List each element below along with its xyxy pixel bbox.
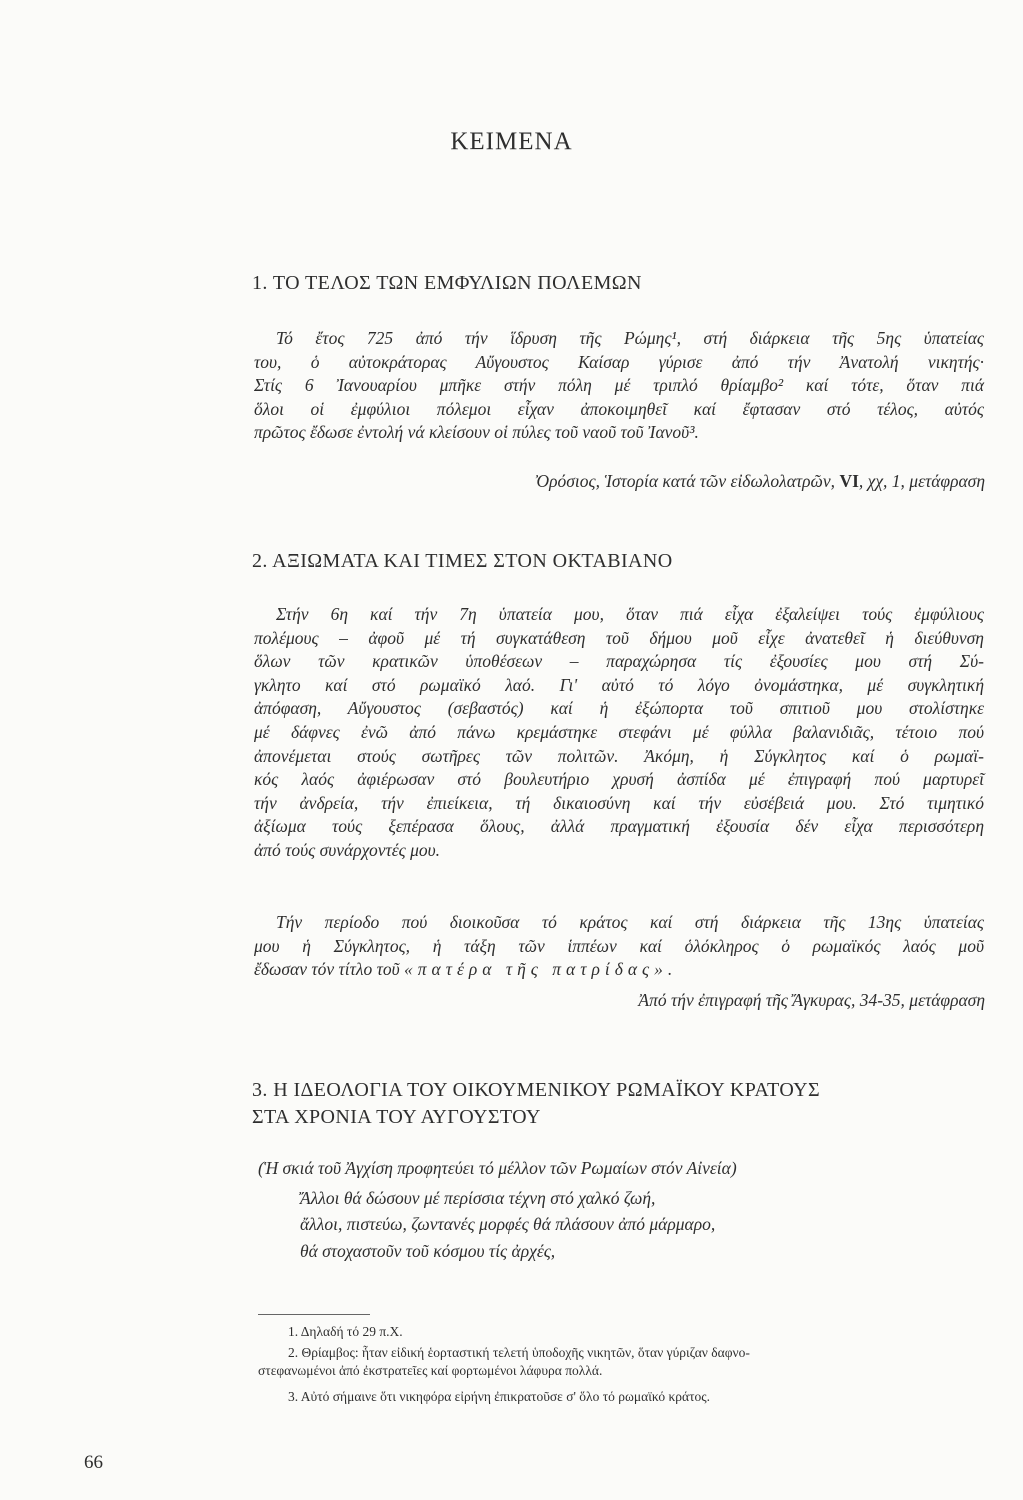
text-line: τήν ἀνδρεία, τήν ἐπιείκεια, τή δικαιοσύνη καί τήν εὐσέβειά μου. Στό τιμητικό (254, 792, 984, 813)
footnote-divider (258, 1314, 370, 1315)
text-fragment: ἔδωσαν τόν τίτλο τοῦ (254, 959, 405, 980)
text-line: Τήν περίοδο πού διοικοῦσα τό κράτος καί στή διάρκεια τῆς 13ης ὑπατείας (276, 912, 984, 932)
section-2-heading: 2. ΑΞΙΩΜΑΤΑ ΚΑΙ ΤΙΜΕΣ ΣΤΟΝ ΟΚΤΑΒΙΑΝΟ (252, 550, 673, 572)
footnote-1: 1. Δηλαδή τό 29 π.Χ. (288, 1324, 403, 1339)
text-line: ὅλων τῶν κρατικῶν ὑποθέσεων – παραχώρησα τίς ἐξουσίες μου στή Σύ- (254, 651, 984, 672)
text-line (254, 958, 984, 982)
footnote-3: 3. Αὐτό σήμαινε ὅτι νικηφόρα εἰρήνη ἐπικρατοῦσε σ' ὅλο τό ρωμαϊκό κράτος. (288, 1389, 710, 1404)
text-line: κός λαός ἀφιέρωσαν στό βουλευτήριο χρυσή ἀσπίδα μέ ἐπιγραφή πού μαρτυρεῖ (254, 769, 984, 790)
section-2-paragraph-1 (254, 603, 984, 863)
source-text-end: , χχ, 1, μετάφραση (858, 471, 985, 491)
verse-line: Ἄλλοι θά δώσουν μέ περίσσια τέχνη στό χαλκό ζωή, (300, 1188, 656, 1208)
text-line: μέ δάφνες ἐνῶ ἀπό πάνω κρεμάστηκε στεφάνι μέ φύλλα βαλανιδιᾶς, τέτοιο πού (254, 721, 984, 742)
text-line: ἀπό τούς συνάρχοντές μου. (254, 839, 441, 860)
text-line: Στήν 6η καί τήν 7η ὑπατεία μου, ὅταν πιά εἶχα ἐξαλείψει τούς ἐμφύλιους (276, 604, 984, 624)
source-text: Ὀρόσιος, Ἱστορία κατά τῶν εἰδωλολατρῶν, (534, 471, 840, 491)
verse-line: ἄλλοι, πιστεύω, ζωντανές μορφές θά πλάσουν ἀπό μάρμαρο, (300, 1214, 716, 1234)
text-line: πρῶτος ἔδωσε ἐντολή νά κλείσουν οἱ πύλες τοῦ ναοῦ τοῦ Ἰανοῦ³. (254, 422, 699, 443)
text-line: του, ὁ αὐτοκράτορας Αὔγουστος Καίσαρ γύρισε ἀπό τήν Ἀνατολή νικητής· (254, 351, 984, 372)
text-line: Στίς 6 Ἰανουαρίου μπῆκε στήν πόλη μέ τριπλό θρίαμβο² καί τότε, ὅταν πιά (254, 375, 984, 396)
section-1-source (535, 471, 985, 492)
running-title: ΚΕΙΜΕΝΑ (450, 128, 573, 155)
section-3-heading-line-1: 3. Η ΙΔΕΟΛΟΓΙΑ ΤΟΥ ΟΙΚΟΥΜΕΝΙΚΟΥ ΡΩΜΑΪΚΟΥ ΚΡΑΤΟΥΣ (252, 1079, 821, 1101)
verse-line: θά στοχαστοῦν τοῦ κόσμου τίς ἀρχές, (300, 1241, 556, 1261)
footnote-2-continued: στεφανωμένοι ἀπό ἐκστρατεῖες καί φορτωμένοι λάφυρα πολλά. (258, 1363, 603, 1378)
footnote-2: 2. Θρίαμβος: ἦταν εἰδική ἑορταστική τελετή ὑποδοχῆς νικητῶν, ὅταν γύριζαν δαφνο- (288, 1345, 750, 1360)
section-3-heading-line-2: ΣΤΑ ΧΡΟΝΙΑ ΤΟΥ ΑΥΓΟΥΣΤΟΥ (252, 1106, 541, 1128)
page-number: 66 (84, 1452, 103, 1473)
text-line: γκλητο καί στό ρωμαϊκό λαό. Γι' αὐτό τό λόγο ὀνομάστηκα, μέ συγκλητική (254, 674, 984, 695)
section-1-paragraph (254, 327, 984, 445)
section-3-heading (252, 1077, 820, 1131)
source-book-number: VI (839, 471, 859, 491)
pater-patriae-title: «πατέρα τῆς πατρίδας». (404, 959, 678, 980)
section-3-intro: (Ἡ σκιά τοῦ Ἀγχίση προφητεύει τό μέλλον τῶν Ρωμαίων στόν Αἰνεία) (258, 1158, 737, 1178)
section-2-source: Ἀπό τήν ἐπιγραφή τῆς Ἄγκυρας, 34-35, μετάφραση (638, 990, 985, 1010)
text-line: πολέμους – ἀφοῦ μέ τή συγκατάθεση τοῦ δήμου μοῦ εἶχε ἀνατεθεῖ ἡ διεύθυνση (254, 627, 984, 648)
section-2-paragraph-2 (254, 911, 984, 982)
text-line: ὅλοι οἱ ἐμφύλιοι πόλεμοι εἶχαν ἀποκοιμηθεῖ καί ἔφτασαν στό τέλος, αὐτός (254, 398, 984, 419)
text-line: ἀπόφαση, Αὔγουστος (σεβαστός) καί ἡ ἐξώπορτα τοῦ σπιτιοῦ μου στολίστηκε (254, 698, 984, 719)
text-line: μου ἡ Σύγκλητος, ἡ τάξη τῶν ἱππέων καί ὁλόκληρος ὁ ρωμαϊκός λαός μοῦ (254, 935, 984, 956)
text-line: ἀξίωμα τούς ξεπέρασα ὅλους, ἀλλά πραγματική ἐξουσία δέν εἶχα περισσότερη (254, 816, 984, 837)
text-line: ἀπονέμεται στούς σωτῆρες τῶν πολιτῶν. Ἀκόμη, ἡ Σύγκλητος καί ὁ ρωμαϊ- (254, 745, 984, 766)
section-1-heading: 1. ΤΟ ΤΕΛΟΣ ΤΩΝ ΕΜΦΥΛΙΩΝ ΠΟΛΕΜΩΝ (252, 272, 642, 294)
text-line: Τό ἔτος 725 ἀπό τήν ἵδρυση τῆς Ρώμης¹, στή διάρκεια τῆς 5ης ὑπατείας (276, 328, 984, 348)
